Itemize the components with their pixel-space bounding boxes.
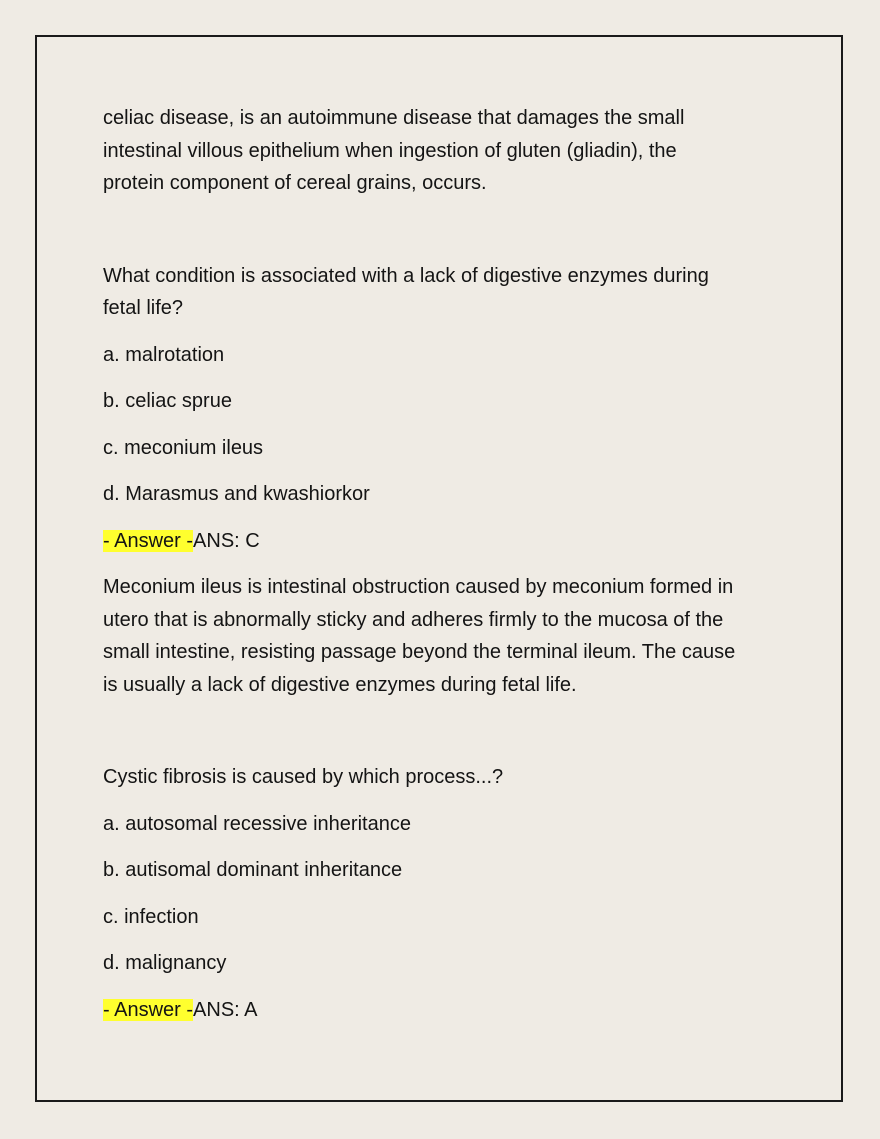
option-c: c. meconium ileus — [103, 436, 264, 459]
option-d: d. malignancy — [103, 952, 227, 974]
question-2-text: Cystic fibrosis is caused by which process...? — [103, 766, 504, 788]
intro-line: protein component of cereal grains, occurs. — [103, 172, 487, 194]
question-line: What condition is associated with a lack of digestive enzymes during — [103, 264, 709, 287]
answer-highlight: - Answer - — [103, 998, 194, 1021]
answer-line — [103, 994, 793, 1027]
explanation-line: Meconium ileus is intestinal obstruction caused by meconium formed in — [103, 576, 734, 598]
intro-paragraph — [103, 102, 793, 200]
question-2 — [103, 761, 793, 1026]
option-b: b. autisomal dominant inheritance — [103, 859, 403, 881]
question-line: fetal life? — [103, 297, 184, 319]
document-content — [103, 102, 793, 1026]
explanation-line: is usually a lack of digestive enzymes during fetal life. — [103, 673, 577, 696]
question-1 — [103, 260, 793, 702]
answer-line — [103, 525, 793, 558]
explanation-line: small intestine, resisting passage beyond the terminal ileum. The cause — [103, 641, 736, 663]
option-a: a. autosomal recessive inheritance — [103, 812, 411, 835]
explanation-line: utero that is abnormally sticky and adheres firmly to the mucosa of the — [103, 608, 724, 631]
intro-line: celiac disease, is an autoimmune disease that damages the small — [103, 107, 685, 129]
intro-line: intestinal villous epithelium when ingestion of gluten (gliadin), the — [103, 139, 677, 162]
option-a: a. malrotation — [103, 343, 225, 366]
answer-text: ANS: A — [193, 998, 258, 1021]
option-b: b. celiac sprue — [103, 390, 232, 412]
option-d: d. Marasmus and kwashiorkor — [103, 483, 370, 505]
option-c: c. infection — [103, 905, 199, 928]
answer-highlight: - Answer - — [103, 529, 194, 552]
explanation — [103, 571, 793, 701]
question-1-text — [103, 260, 793, 325]
answer-text: ANS: C — [193, 529, 260, 552]
